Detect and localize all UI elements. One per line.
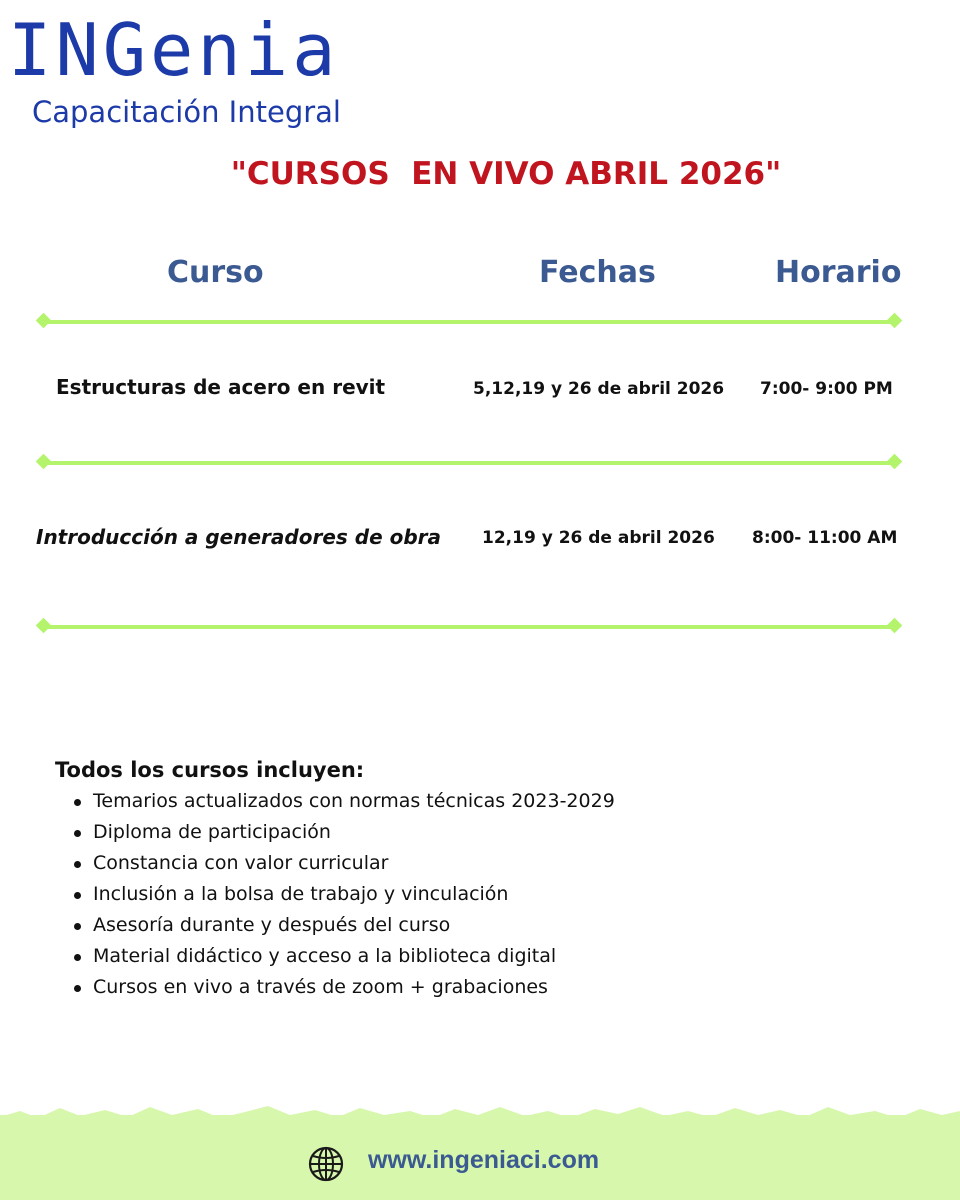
logo-tagline: Capacitación Integral bbox=[32, 95, 341, 129]
footer-grass-edge bbox=[0, 1103, 960, 1127]
course-name: Introducción a generadores de obra bbox=[36, 525, 442, 549]
course-dates: 12,19 y 26 de abril 2026 bbox=[482, 528, 715, 548]
course-time: 8:00- 11:00 AM bbox=[752, 528, 898, 548]
list-item: Asesoría durante y después del curso bbox=[70, 910, 615, 941]
list-item: Temarios actualizados con normas técnicas 2023-2029 bbox=[70, 786, 615, 817]
list-item: Material didáctico y acceso a la biblioteca digital bbox=[70, 941, 615, 972]
globe-icon bbox=[308, 1146, 344, 1182]
column-header-dates: Fechas bbox=[539, 255, 656, 290]
divider-line bbox=[44, 625, 894, 629]
list-item: Constancia con valor curricular bbox=[70, 848, 615, 879]
divider-line bbox=[44, 320, 894, 324]
course-time: 7:00- 9:00 PM bbox=[760, 379, 893, 399]
column-header-course: Curso bbox=[167, 255, 264, 290]
column-header-schedule: Horario bbox=[775, 255, 902, 290]
list-item: Diploma de participación bbox=[70, 817, 615, 848]
includes-title: Todos los cursos incluyen: bbox=[55, 758, 365, 782]
list-item: Cursos en vivo a través de zoom + grabaciones bbox=[70, 972, 615, 1003]
includes-list bbox=[70, 786, 615, 1003]
website-link[interactable]: www.ingeniaci.com bbox=[368, 1146, 600, 1174]
list-item: Inclusión a la bolsa de trabajo y vinculación bbox=[70, 879, 615, 910]
course-dates: 5,12,19 y 26 de abril 2026 bbox=[473, 379, 725, 399]
divider-line bbox=[44, 461, 894, 465]
logo-wordmark: INGenia bbox=[8, 8, 340, 92]
course-name: Estructuras de acero en revit bbox=[56, 375, 386, 399]
page-headline: "CURSOS EN VIVO ABRIL 2026" bbox=[230, 156, 782, 192]
